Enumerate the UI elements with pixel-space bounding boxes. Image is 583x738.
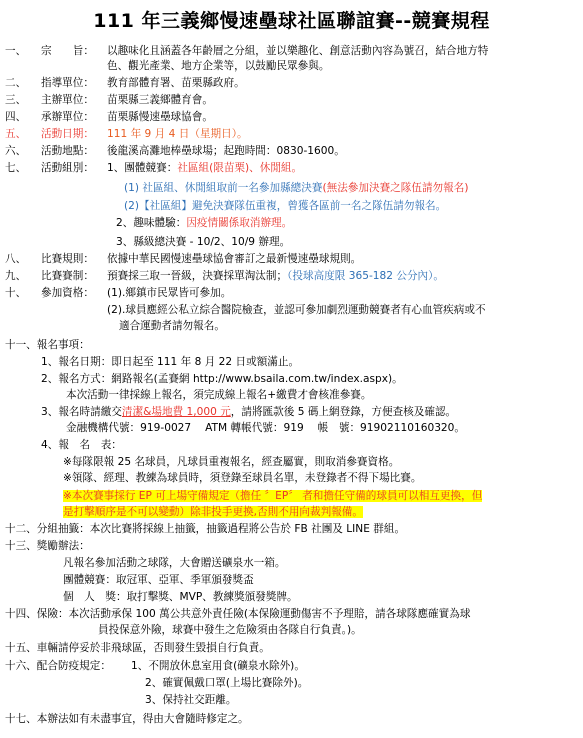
section-2-number: 二、 [5, 77, 27, 89]
section-3-text: 苗栗縣三義鄉體育會。 [107, 94, 213, 106]
section-6-number: 六、 [5, 145, 27, 157]
covid-rule-2: 2、確實佩戴口罩(上場比賽除外)。 [145, 677, 309, 689]
covid-rule-1: 1、不開放休息室用食(礦泉水除外)。 [131, 660, 305, 672]
group-item-1 [107, 161, 302, 176]
section-1-text-cont: 色、觀光產業、地方企業等，以鼓勵民眾參與。 [107, 60, 330, 72]
covid-rule-3: 3、保持社交距離。 [145, 694, 237, 706]
group-item-2-note: 因疫情關係取消辦理。 [186, 217, 293, 229]
section-13-heading: 十三、獎勵辦法： [5, 540, 90, 552]
section-9-text [107, 269, 444, 284]
section-6-label: 活動地點： [41, 145, 94, 157]
group-subitem-1 [124, 181, 468, 196]
section-10-label: 參加資格： [41, 287, 94, 299]
eligibility-2-cont: 適合運動者請勿報名。 [119, 320, 225, 332]
section-2-label: 指導單位： [41, 77, 94, 89]
award-individual: 個 人 獎：取打擊獎、MVP、教練獎頒發獎牌。 [63, 591, 298, 603]
registration-date: 1、報名日期：即日起至 111 年 8 月 22 日或額滿止。 [41, 356, 300, 368]
section-11-heading: 十一、報名事項： [5, 339, 90, 351]
group-item-3: 3、縣級總決賽 - 10/2、10/9 辦理。 [116, 236, 291, 248]
section-7-label: 活動組別： [41, 162, 94, 174]
section-9-format: 預賽採三取一晉級，決賽採單淘汰制； [107, 270, 288, 282]
activity-date: 111 年 9 月 4 日（星期日）。 [107, 128, 248, 140]
eligibility-2: (2).球員應經公私立綜合醫院檢查，並認可參加劇烈運動競賽者有心血管疾病或不 [107, 304, 486, 316]
award-team: 團體競賽：取冠軍、亞軍、季軍頒發獎盃 [63, 574, 254, 586]
staff-player-note: ※領隊、經理、教練為球員時，須登錄至球員名單，未登錄者不得下場比賽。 [63, 472, 422, 484]
fee-prefix: 3、報名時請繳交 [41, 406, 122, 418]
section-8-text: 依據中華民國慢速壘球協會審訂之最新慢速壘球規則。 [107, 253, 362, 265]
page-title: 111 年三義鄉慢速壘球社區聯誼賽--競賽規程 [93, 10, 490, 32]
pitch-height-note: （投球高度限 365-182 公分內）。 [287, 270, 445, 282]
section-4-text: 苗栗縣慢速壘球協會。 [107, 111, 213, 123]
section-9-number: 九、 [5, 270, 27, 282]
ep-rule-text: ※本次賽事採行 EP 可上場守備規定（擔任 〞EP〞 者和擔任守備的球員可以相互更換，但 [63, 490, 483, 502]
group-subitem-1-note: (無法參加決賽之隊伍請勿報名) [322, 182, 469, 194]
fee-amount: 清潔&場地費 1,000 元 [121, 406, 231, 418]
section-4-label: 承辦單位： [41, 111, 94, 123]
section-9-label: 比賽賽制： [41, 270, 94, 282]
section-1-label: 宗 旨： [41, 45, 94, 57]
registration-method-note: 本次活動一律採線上報名，須完成線上報名+繳費才會核准參賽。 [66, 389, 372, 401]
group-item-1-label: 1、團體競賽： [107, 162, 178, 174]
group-subitem-1-text: (1) 社區組、休閒組取前一名參加縣總決賽 [124, 182, 323, 194]
section-10-number: 十、 [5, 287, 27, 299]
registration-method: 2、報名方式：網路報名(孟賽網 http://www.bsaila.com.tw/index.aspx)。 [41, 373, 403, 385]
section-3-label: 主辦單位： [41, 94, 94, 106]
section-5-label: 活動日期： [41, 128, 94, 140]
eligibility-1: (1).鄉鎮市民眾皆可參加。 [107, 287, 232, 299]
ep-rule-note-cont [63, 505, 363, 520]
award-participation: 凡報名參加活動之球隊，大會贈送礦泉水一箱。 [63, 557, 286, 569]
fee-suffix: ，請將匯款後 5 碼上網登錄，方便查核及確認。 [230, 406, 457, 418]
registration-fee [41, 405, 456, 420]
section-8-label: 比賽規則： [41, 253, 94, 265]
section-16-heading: 十六、配合防疫規定： [5, 660, 111, 672]
roster-limit-note: ※每隊限報 25 名球員，凡球員重複報名，經查屬實，則取消參賽資格。 [63, 456, 400, 468]
section-8-number: 八、 [5, 253, 27, 265]
section-1-text: 以趣味化且涵蓋各年齡層之分組，並以樂趣化、創意活動內容為號召，結合地方特 [107, 45, 489, 57]
group-subitem-2: (2)【社區組】避免決賽隊伍重複，曾獲各區前一名之隊伍請勿報名。 [124, 200, 447, 212]
ep-rule-text-cont: 是打擊順序是不可以變動）除非投手更換,否則不用向裁判報備。 [63, 506, 363, 518]
group-item-2-label: 2、趣味體驗： [116, 217, 187, 229]
group-item-2 [116, 216, 292, 231]
section-17-text: 十七、本辦法如有未盡事宜，得由大會隨時修定之。 [5, 713, 249, 725]
bank-account-info: 金融機構代號：919-0027 ATM 轉帳代號：919 帳 號：91902110160320。 [66, 422, 466, 434]
ep-rule-note [63, 489, 482, 504]
section-4-number: 四、 [5, 111, 27, 123]
section-14-text-cont: 員投保意外險，球賽中發生之危險須由各隊自行負責。)。 [98, 624, 362, 636]
section-2-text: 教育部體育署、苗栗縣政府。 [107, 77, 245, 89]
section-3-number: 三、 [5, 94, 27, 106]
section-14-text: 十四、保險：本次活動承保 100 萬公共意外責任險(本保險運動傷害不予理賠，請各球隊應確實為球 [5, 608, 471, 620]
section-12-text: 十二、分組抽籤：本次比賽將採線上抽籤，抽籤過程將公告於 FB 社團及 LINE 群組。 [5, 523, 406, 535]
section-7-number: 七、 [5, 162, 27, 174]
section-6-text: 後龍溪高灘地棒壘球場；起跑時間：0830-1600。 [107, 145, 345, 157]
registration-form-heading: 4、報 名 表： [41, 439, 122, 451]
section-1-number: 一、 [5, 45, 27, 57]
section-15-text: 十五、車輛請停妥於非飛球區，否則發生毀損自行負責。 [5, 642, 270, 654]
group-item-1-groups: 社區組(限苗栗)、休閒組。 [177, 162, 303, 174]
section-5-number: 五、 [5, 128, 27, 140]
